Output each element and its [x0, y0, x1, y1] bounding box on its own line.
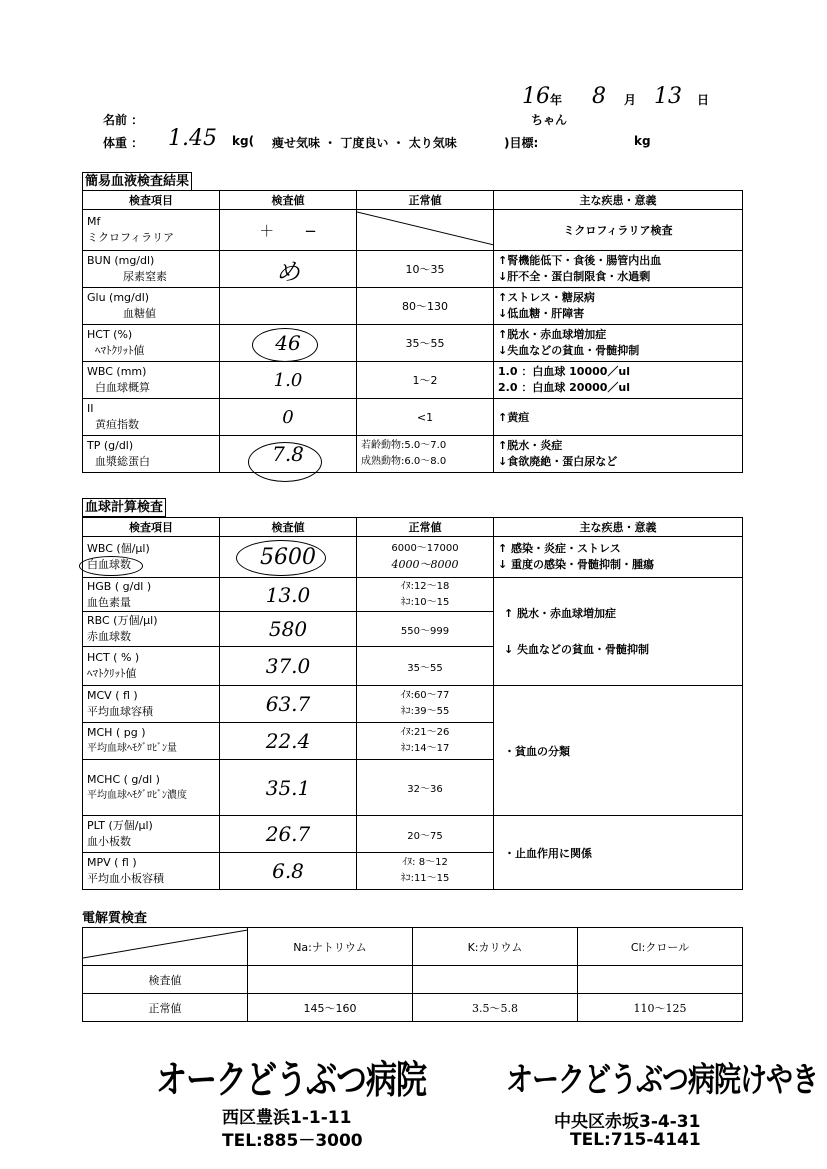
k-value — [413, 966, 578, 994]
date-year: 16 — [522, 84, 550, 109]
table-row — [83, 362, 743, 399]
col-header-k: K:カリウム — [413, 928, 578, 966]
test-value: め — [220, 251, 357, 288]
body-condition-options: 痩せ気味 ・ 丁度良い ・ 太り気味 — [272, 136, 457, 150]
cl-normal: 110～125 — [578, 994, 743, 1022]
normal-value: 550～999 — [357, 612, 494, 647]
normal-young: 若齢動物:5.0～7.0 — [361, 440, 447, 451]
meaning-up: ↑腎機能低下・食後・腸管内出血 — [498, 254, 662, 267]
date-month: 8 — [592, 84, 606, 109]
corner-cell — [83, 928, 248, 966]
col-header-item: 検査項目 — [83, 191, 220, 210]
table-row — [83, 251, 743, 288]
item-name: MCV ( fl ) — [87, 689, 138, 702]
normal-value: 35～55 — [357, 647, 494, 686]
item-jp: 黄疸指数 — [95, 418, 139, 431]
electrolyte-header-row — [83, 928, 743, 966]
meaning-down: ↓失血などの貧血・骨髄抑制 — [498, 344, 640, 357]
item-name: TP (g/dl) — [87, 439, 134, 452]
tp-circle-mark — [248, 442, 322, 482]
item-name: RBC (万個/μl) — [87, 614, 158, 627]
table-row — [83, 816, 743, 853]
electrolyte-table — [82, 927, 743, 1022]
test-value: 5600 — [220, 537, 357, 578]
item-jp: 白血球概算 — [95, 381, 150, 394]
item-name: Glu (mg/dl) — [87, 291, 150, 304]
table-row — [83, 578, 743, 612]
wbc-label-circle-mark — [79, 556, 143, 576]
normal-dog: ｲﾇ:21～26 — [400, 727, 450, 738]
test-value: 26.7 — [220, 816, 357, 853]
meaning-down: ↓肝不全・蛋白制限食・水過剰 — [498, 270, 651, 283]
weight-unit: kg( — [232, 134, 255, 148]
item-jp: 赤血球数 — [87, 630, 131, 643]
weight-value: 1.45 — [168, 126, 217, 151]
normal-adult: 成熟動物:6.0～8.0 — [361, 456, 447, 467]
table-row — [83, 399, 743, 436]
meaning-up: ↑黄疸 — [494, 399, 743, 436]
item-jp: 血漿総蛋白 — [95, 455, 150, 468]
weight-label: 体重 ： — [103, 136, 144, 150]
normal-value: 6000～17000 — [391, 543, 459, 554]
meaning-down: ↓ 失血などの貧血・骨髄抑制 — [504, 642, 650, 656]
date-day-unit: 日 — [697, 93, 710, 107]
normal-value: 80～130 — [357, 288, 494, 325]
electrolyte-title: 電解質検査 — [82, 911, 148, 926]
table-row — [83, 686, 743, 723]
normal-value-tp — [357, 436, 494, 473]
meaning-down: ↓食欲廃絶・蛋白尿など — [498, 455, 618, 468]
col-header-meaning: 主な疾患・意義 — [494, 191, 743, 210]
normal-value: 35～55 — [357, 325, 494, 362]
test-value: 1.0 — [220, 362, 357, 399]
item-name: HCT ( % ) — [87, 651, 140, 664]
table-row — [83, 994, 743, 1022]
table-row — [83, 436, 743, 473]
col-header-cl: Cl:クロール — [578, 928, 743, 966]
target-unit: kg — [634, 134, 651, 148]
normal-value-cell — [357, 210, 494, 251]
na-normal: 145～160 — [248, 994, 413, 1022]
normal-value: 32～36 — [357, 760, 494, 816]
test-value: 0 — [220, 399, 357, 436]
date-day: 13 — [654, 84, 682, 109]
item-jp: 平均血小板容積 — [87, 872, 164, 885]
test-value: 13.0 — [220, 578, 357, 612]
item-name: II — [87, 402, 94, 415]
item-jp: ミクロフィラリア — [87, 231, 175, 244]
table-row — [83, 325, 743, 362]
right-hospital-tel: TEL:715-4141 — [570, 1130, 701, 1150]
normal-cat: ﾈｺ:14～17 — [400, 743, 450, 754]
meaning-up: ↑ストレス・糖尿病 — [498, 291, 595, 304]
item-jp: ﾍﾏﾄｸﾘｯﾄ値 — [87, 667, 137, 680]
item-jp: ﾍﾏﾄｸﾘｯﾄ値 — [95, 344, 145, 357]
normal-dog: ｲﾇ:12～18 — [400, 580, 450, 592]
item-name: WBC (個/μl) — [87, 542, 150, 555]
right-hospital-name: オークどうぶつ病院けやき — [506, 1060, 818, 1100]
wbc-circle-mark — [236, 540, 326, 576]
item-jp: 血糖値 — [123, 307, 156, 320]
diagonal-line-icon — [83, 928, 248, 962]
simple-blood-header-row — [83, 191, 743, 210]
item-jp: 血色素量 — [87, 595, 131, 609]
name-label: 名前 ： — [103, 113, 144, 127]
item-jp: 平均血球ﾍﾓｸﾞﾛﾋﾞﾝ量 — [87, 743, 177, 754]
normal-value: 1～2 — [357, 362, 494, 399]
item-name: Mf — [87, 215, 101, 228]
normal-dog: ｲﾇ:60～77 — [400, 690, 450, 701]
left-hospital-address: 西区豊浜1-1-11 — [222, 1108, 352, 1128]
meaning-down: ↓ 重度の感染・骨髄抑制・腫瘍 — [498, 558, 655, 571]
meaning-line: 2.0 ：白血球 20000／ul — [498, 381, 631, 394]
simple-blood-table — [82, 190, 743, 473]
test-value: 7.8 — [220, 436, 357, 473]
item-name: MPV ( fl ) — [87, 856, 137, 869]
target-label: )目標: — [504, 136, 539, 150]
left-hospital-tel: TEL:885－3000 — [222, 1131, 363, 1151]
right-hospital-address: 中央区赤坂3-4-31 — [554, 1112, 701, 1132]
normal-dog: ｲﾇ: 8～12 — [402, 857, 448, 868]
normal-value: <1 — [357, 399, 494, 436]
meaning-up: ↑脱水・赤血球増加症 — [498, 328, 607, 341]
col-header-normal: 正常値 — [357, 518, 494, 537]
k-normal: 3.5～5.8 — [413, 994, 578, 1022]
col-header-meaning: 主な疾患・意義 — [494, 518, 743, 537]
hcv-circle-mark — [252, 328, 318, 362]
normal-cat: ﾈｺ:10～15 — [400, 596, 450, 608]
item-name: WBC (mm) — [87, 365, 147, 378]
cbc-header-row — [83, 518, 743, 537]
normal-cat: ﾈｺ:39～55 — [400, 706, 450, 717]
cbc-title: 血球計算検査 — [82, 498, 166, 517]
test-value: 22.4 — [220, 723, 357, 760]
item-jp: 白血球数 — [87, 558, 131, 571]
item-name: PLT (万個/μl) — [87, 819, 153, 832]
test-value — [220, 288, 357, 325]
diagonal-line-icon — [357, 210, 494, 247]
test-value: 6.8 — [220, 853, 357, 890]
test-value: ＋ − — [220, 210, 357, 251]
col-header-normal: 正常値 — [357, 191, 494, 210]
test-value: 37.0 — [220, 647, 357, 686]
meaning-up: ↑脱水・炎症 — [498, 439, 563, 452]
item-name: HCT (%) — [87, 328, 133, 341]
test-value: 46 — [220, 325, 357, 362]
chan-label: ちゃん — [531, 113, 568, 127]
na-value — [248, 966, 413, 994]
date-year-unit: 年 — [550, 93, 563, 107]
item-jp: 尿素窒素 — [123, 270, 167, 283]
row-label-value: 検査値 — [83, 966, 248, 994]
table-row — [83, 966, 743, 994]
item-jp: 平均血球容積 — [87, 705, 153, 718]
item-name: MCH ( pg ) — [87, 726, 146, 739]
item-name: MCHC ( g/dl ) — [87, 772, 160, 786]
normal-handwritten: 4000～8000 — [391, 558, 459, 571]
test-value: 35.1 — [220, 760, 357, 816]
normal-value: 10～35 — [357, 251, 494, 288]
test-value: 63.7 — [220, 686, 357, 723]
item-jp: 平均血球ﾍﾓｸﾞﾛﾋﾞﾝ濃度 — [87, 789, 187, 801]
normal-value: 20～75 — [357, 816, 494, 853]
col-header-na: Na:ナトリウム — [248, 928, 413, 966]
meaning-anemia: ・貧血の分類 — [494, 686, 743, 816]
col-header-value: 検査値 — [220, 191, 357, 210]
meaning-hemostasis: ・止血作用に関係 — [494, 816, 743, 890]
cbc-table — [82, 517, 743, 890]
table-row — [83, 210, 743, 251]
normal-cat: ﾈｺ:11～15 — [400, 873, 450, 884]
meaning-down: ↓低血糖・肝障害 — [498, 307, 585, 320]
row-label-normal: 正常値 — [83, 994, 248, 1022]
test-value: 580 — [220, 612, 357, 647]
item-name: BUN (mg/dl) — [87, 254, 155, 267]
meaning-up: ↑ 脱水・赤血球増加症 — [504, 606, 617, 620]
col-header-value: 検査値 — [220, 518, 357, 537]
col-header-item: 検査項目 — [83, 518, 220, 537]
table-row — [83, 288, 743, 325]
table-row — [83, 537, 743, 578]
cl-value — [578, 966, 743, 994]
meaning: ミクロフィラリア検査 — [494, 210, 743, 251]
simple-blood-title: 簡易血液検査結果 — [82, 172, 192, 191]
item-name: HGB ( g/dl ) — [87, 579, 152, 593]
meaning-line: 1.0 ：白血球 10000／ul — [498, 365, 631, 378]
meaning-up: ↑ 感染・炎症・ストレス — [498, 542, 621, 555]
date-month-unit: 月 — [624, 93, 637, 107]
left-hospital-name: オークどうぶつ病院 — [156, 1058, 426, 1103]
item-jp: 血小板数 — [87, 835, 131, 848]
